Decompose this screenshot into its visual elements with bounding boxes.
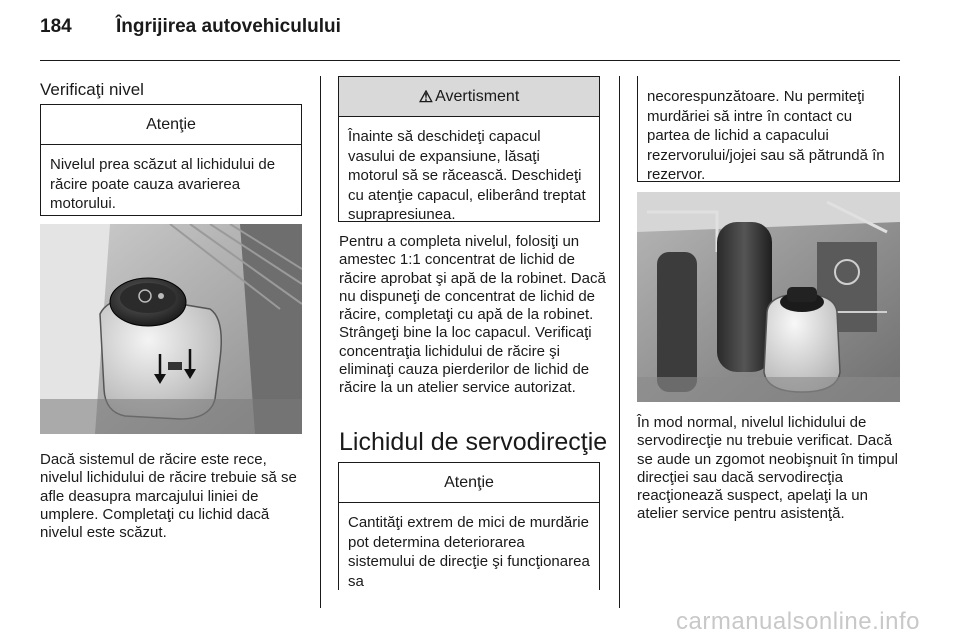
notice-box-coolant — [40, 104, 302, 216]
section-heading-check-level: Verificaţi nivel — [40, 80, 144, 99]
warning-body: Înainte să deschideţi capacul vasului de expansiune, lăsaţi motorul să se răcească. Deschideţi cu atenţie capacul, eliberând treptat suprapresiunea. — [348, 128, 586, 223]
paragraph-coolant-level: Dacă sistemul de răcire este rece, nivelul lichidului de răcire trebuie să se afle deasupra marcajului liniei de umplere. Completaţi cu lichid dacă nivelul este scăzut. — [40, 451, 297, 542]
notice-title: Atenţie — [41, 105, 301, 145]
notice-title: Atenţie — [339, 463, 599, 503]
warning-header — [339, 77, 599, 117]
watermark: carmanualsonline.info — [676, 608, 920, 635]
section-heading-power-steering: Lichidul de servodirecţie — [339, 428, 608, 456]
notice-box-continued — [637, 76, 900, 182]
header-rule — [40, 60, 900, 61]
notice-continued-body: necorespunzătoare. Nu permiteţi murdăriei să intre în contact cu partea de lichid a capacului rezervorului/jojei sau să pătrundă în rezervor. — [647, 88, 885, 183]
paragraph-power-steering: În mod normal, nivelul lichidului de servodirecţie nu trebuie verificat. Dacă se aude un zgomot neobişnuit în timpul direcţiei sau dacă servodirecţia reacţionează suspect, apelaţi la un atelier service pentru asistenţă. — [637, 414, 898, 523]
notice-body: Nivelul prea scăzut al lichidului de răcire poate cauza avarierea motorului. — [50, 156, 276, 212]
paragraph-top-up: Pentru a completa nivelul, folosiţi un amestec 1:1 concentrat de lichid de răcire aprobat şi apă de la robinet. Dacă nu dispuneţi de concentrat de lichid de răcire, completaţi cu apă de la robinet. Strângeţi bine la loc capacul. Verificaţi concentraţia lichidului de răcire şi eliminaţi cauza pierderilor de lichid de răcire la un atelier service autorizat. — [339, 233, 606, 397]
coolant-reservoir-photo — [40, 224, 302, 434]
notice-body: Cantităţi extrem de mici de murdărie pot determina deteriorarea sistemului de direcţie şi funcţionarea sa — [348, 514, 590, 590]
page-number: 184 — [40, 16, 72, 37]
column-divider-right — [619, 76, 620, 608]
warning-triangle-icon: ⚠ — [418, 88, 434, 106]
column-divider-left — [320, 76, 321, 608]
notice-box-power-steering — [338, 462, 600, 590]
warning-box-expansion-tank — [338, 76, 600, 222]
power-steering-reservoir-photo — [637, 192, 900, 402]
page-title: Îngrijirea autovehiculului — [116, 16, 341, 37]
warning-title: Avertisment — [435, 87, 520, 105]
